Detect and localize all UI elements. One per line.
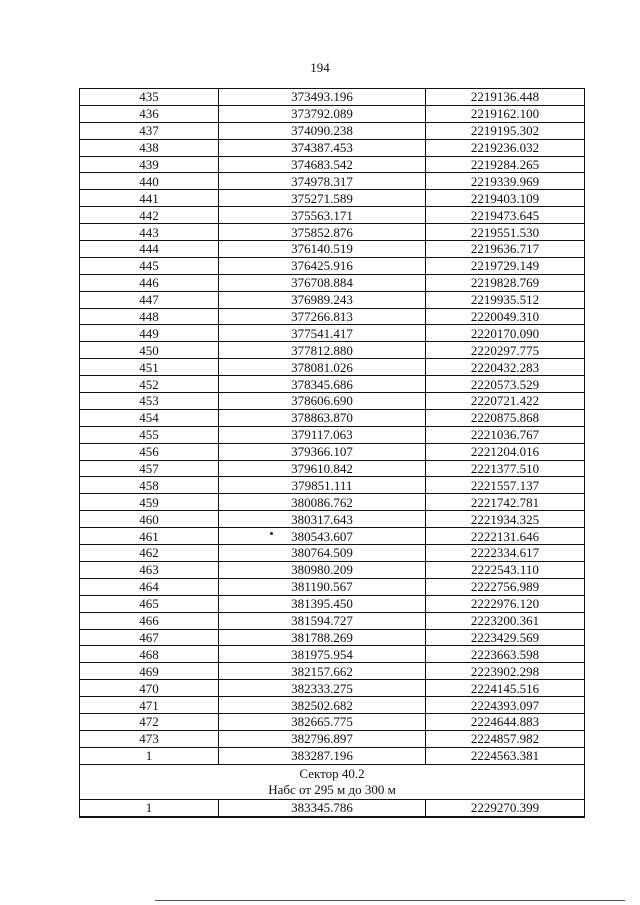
point-number-cell: 440 [80, 173, 219, 190]
point-number-cell: 461 [80, 528, 219, 545]
point-number-cell: 457 [80, 460, 219, 477]
x-coordinate-cell: 378863.870 [219, 409, 426, 426]
x-coordinate-cell: 373493.196 [219, 89, 426, 106]
y-coordinate-cell: 2219236.032 [426, 139, 585, 156]
y-coordinate-cell: 2219136.448 [426, 89, 585, 106]
point-number-cell: 455 [80, 426, 219, 443]
y-coordinate-cell: 2223663.598 [426, 646, 585, 663]
x-coordinate-cell: 378606.690 [219, 393, 426, 410]
y-coordinate-cell: 2220721.422 [426, 393, 585, 410]
point-number-cell: 465 [80, 595, 219, 612]
x-coordinate-cell: 377541.417 [219, 325, 426, 342]
point-number-cell: 444 [80, 241, 219, 258]
table-row [80, 511, 585, 528]
table-row [80, 409, 585, 426]
sector-subtitle: Набс от 295 м до 300 м [268, 781, 396, 797]
x-coordinate-cell: 383345.786 [219, 799, 426, 816]
point-number-cell: 447 [80, 291, 219, 308]
x-coordinate-cell: 375563.171 [219, 207, 426, 224]
table-row [80, 139, 585, 156]
x-coordinate-cell: 381594.727 [219, 612, 426, 629]
x-coordinate-cell: 375852.876 [219, 224, 426, 241]
x-coordinate-cell: 383287.196 [219, 747, 426, 764]
x-coordinate-cell: 379366.107 [219, 443, 426, 460]
x-coordinate-cell: 381975.954 [219, 646, 426, 663]
x-coordinate-cell: 382502.682 [219, 697, 426, 714]
point-number-cell: 469 [80, 663, 219, 680]
table-row [80, 646, 585, 663]
y-coordinate-cell: 2219195.302 [426, 122, 585, 139]
x-coordinate-cell: 379117.063 [219, 426, 426, 443]
x-coordinate-cell: 377812.880 [219, 342, 426, 359]
y-coordinate-cell: 2220573.529 [426, 376, 585, 393]
y-coordinate-cell: 2222543.110 [426, 561, 585, 578]
y-coordinate-cell: 2221557.137 [426, 477, 585, 494]
x-coordinate-cell: 374978.317 [219, 173, 426, 190]
sector-header-cell [80, 764, 585, 799]
x-coordinate-cell: 378081.026 [219, 359, 426, 376]
point-number-cell: 443 [80, 224, 219, 241]
table-row [80, 443, 585, 460]
bottom-rule [155, 900, 625, 901]
y-coordinate-cell: 2224563.381 [426, 747, 585, 764]
point-number-cell: 472 [80, 713, 219, 730]
table-row [80, 595, 585, 612]
table-row [80, 325, 585, 342]
y-coordinate-cell: 2223902.298 [426, 663, 585, 680]
x-coordinate-cell: 374683.542 [219, 156, 426, 173]
point-number-cell: 435 [80, 89, 219, 106]
x-coordinate-cell: 382665.775 [219, 713, 426, 730]
y-coordinate-cell: 2221036.767 [426, 426, 585, 443]
y-coordinate-cell: 2220875.868 [426, 409, 585, 426]
x-coordinate-cell: 377266.813 [219, 308, 426, 325]
point-number-cell: 456 [80, 443, 219, 460]
x-coordinate-cell: 380764.509 [219, 545, 426, 562]
point-number-cell: 452 [80, 376, 219, 393]
x-coordinate-cell: 376989.243 [219, 291, 426, 308]
point-number-cell: 468 [80, 646, 219, 663]
y-coordinate-cell: 2221934.325 [426, 511, 585, 528]
y-coordinate-cell: 2224393.097 [426, 697, 585, 714]
x-coordinate-cell: 379610.842 [219, 460, 426, 477]
y-coordinate-cell: 2220297.775 [426, 342, 585, 359]
y-coordinate-cell: 2220432.283 [426, 359, 585, 376]
table-row [80, 713, 585, 730]
y-coordinate-cell: 2219339.969 [426, 173, 585, 190]
y-coordinate-cell: 2224145.516 [426, 680, 585, 697]
x-coordinate-cell: 376425.916 [219, 257, 426, 274]
x-coordinate-cell: 381395.450 [219, 595, 426, 612]
point-number-cell: 446 [80, 274, 219, 291]
y-coordinate-cell: 2221377.510 [426, 460, 585, 477]
point-number-cell: 458 [80, 477, 219, 494]
x-coordinate-cell: 380980.209 [219, 561, 426, 578]
table-row [80, 528, 585, 545]
y-coordinate-cell: 2229270.399 [426, 799, 585, 816]
y-coordinate-cell: 2220049.310 [426, 308, 585, 325]
table-row [80, 291, 585, 308]
x-coordinate-cell: 380543.607 [219, 528, 426, 545]
table-row [80, 680, 585, 697]
sector-title: Сектор 40.2 [299, 765, 365, 781]
x-coordinate-cell: 376140.519 [219, 241, 426, 258]
table-row [80, 477, 585, 494]
y-coordinate-cell: 2224857.982 [426, 730, 585, 747]
x-coordinate-cell: 375271.589 [219, 190, 426, 207]
point-number-cell: 471 [80, 697, 219, 714]
point-number-cell: 462 [80, 545, 219, 562]
point-number-cell: 460 [80, 511, 219, 528]
x-coordinate-cell: 376708.884 [219, 274, 426, 291]
y-coordinate-cell: 2223429.569 [426, 629, 585, 646]
table-row [80, 257, 585, 274]
table-row [80, 578, 585, 595]
point-number-cell: 445 [80, 257, 219, 274]
table-row [80, 274, 585, 291]
y-coordinate-cell: 2222976.120 [426, 595, 585, 612]
y-coordinate-cell: 2219935.512 [426, 291, 585, 308]
y-coordinate-cell: 2219403.109 [426, 190, 585, 207]
y-coordinate-cell: 2222756.989 [426, 578, 585, 595]
y-coordinate-cell: 2222334.617 [426, 545, 585, 562]
table-row [80, 122, 585, 139]
point-number-cell: 1 [80, 747, 219, 764]
y-coordinate-cell: 2219636.717 [426, 241, 585, 258]
table-row [80, 426, 585, 443]
point-number-cell: 467 [80, 629, 219, 646]
point-number-cell: 470 [80, 680, 219, 697]
x-coordinate-cell: 374387.453 [219, 139, 426, 156]
point-number-cell: 441 [80, 190, 219, 207]
table-row [80, 612, 585, 629]
table-row [80, 747, 585, 764]
x-coordinate-cell: 381788.269 [219, 629, 426, 646]
table-row [80, 629, 585, 646]
table-row [80, 697, 585, 714]
x-coordinate-cell: 381190.567 [219, 578, 426, 595]
point-number-cell: 439 [80, 156, 219, 173]
point-number-cell: 438 [80, 139, 219, 156]
table-row [80, 460, 585, 477]
point-number-cell: 454 [80, 409, 219, 426]
x-coordinate-cell: 374090.238 [219, 122, 426, 139]
y-coordinate-cell: 2219473.645 [426, 207, 585, 224]
point-number-cell: 436 [80, 105, 219, 122]
y-coordinate-cell: 2221742.781 [426, 494, 585, 511]
point-number-cell: 453 [80, 393, 219, 410]
point-number-cell: 442 [80, 207, 219, 224]
point-number-cell: 459 [80, 494, 219, 511]
y-coordinate-cell: 2219729.149 [426, 257, 585, 274]
table-row [80, 494, 585, 511]
x-coordinate-cell: 379851.111 [219, 477, 426, 494]
table-row [80, 663, 585, 680]
coordinates-table [79, 88, 585, 818]
table-row [80, 207, 585, 224]
table-row [80, 359, 585, 376]
x-coordinate-cell: 382333.275 [219, 680, 426, 697]
point-number-cell: 449 [80, 325, 219, 342]
y-coordinate-cell: 2224644.883 [426, 713, 585, 730]
table-row [80, 730, 585, 747]
coordinates-table-body [80, 89, 585, 765]
x-coordinate-cell: 380317.643 [219, 511, 426, 528]
y-coordinate-cell: 2219551.530 [426, 224, 585, 241]
point-number-cell: 437 [80, 122, 219, 139]
point-number-cell: 464 [80, 578, 219, 595]
y-coordinate-cell: 2221204.016 [426, 443, 585, 460]
point-number-cell: 450 [80, 342, 219, 359]
table-row [80, 561, 585, 578]
table-row [80, 156, 585, 173]
sector-rows-body [80, 799, 585, 816]
table-row [80, 308, 585, 325]
table-row [80, 342, 585, 359]
point-number-cell: 451 [80, 359, 219, 376]
table-row [80, 376, 585, 393]
point-number-cell: 1 [80, 799, 219, 816]
y-coordinate-cell: 2219828.769 [426, 274, 585, 291]
scan-speck [270, 532, 273, 535]
y-coordinate-cell: 2219284.265 [426, 156, 585, 173]
table-row [80, 241, 585, 258]
x-coordinate-cell: 382157.662 [219, 663, 426, 680]
sector-block [80, 764, 585, 799]
x-coordinate-cell: 382796.897 [219, 730, 426, 747]
table-row [80, 173, 585, 190]
point-number-cell: 473 [80, 730, 219, 747]
y-coordinate-cell: 2223200.361 [426, 612, 585, 629]
table-row [80, 393, 585, 410]
point-number-cell: 466 [80, 612, 219, 629]
y-coordinate-cell: 2222131.646 [426, 528, 585, 545]
table-row [80, 799, 585, 816]
x-coordinate-cell: 373792.089 [219, 105, 426, 122]
y-coordinate-cell: 2219162.100 [426, 105, 585, 122]
table-row [80, 224, 585, 241]
y-coordinate-cell: 2220170.090 [426, 325, 585, 342]
table-row [80, 89, 585, 106]
page-number: 194 [310, 60, 330, 75]
point-number-cell: 463 [80, 561, 219, 578]
point-number-cell: 448 [80, 308, 219, 325]
x-coordinate-cell: 380086.762 [219, 494, 426, 511]
sector-header-row [80, 764, 585, 799]
x-coordinate-cell: 378345.686 [219, 376, 426, 393]
table-row [80, 105, 585, 122]
table-row [80, 190, 585, 207]
table-row [80, 545, 585, 562]
